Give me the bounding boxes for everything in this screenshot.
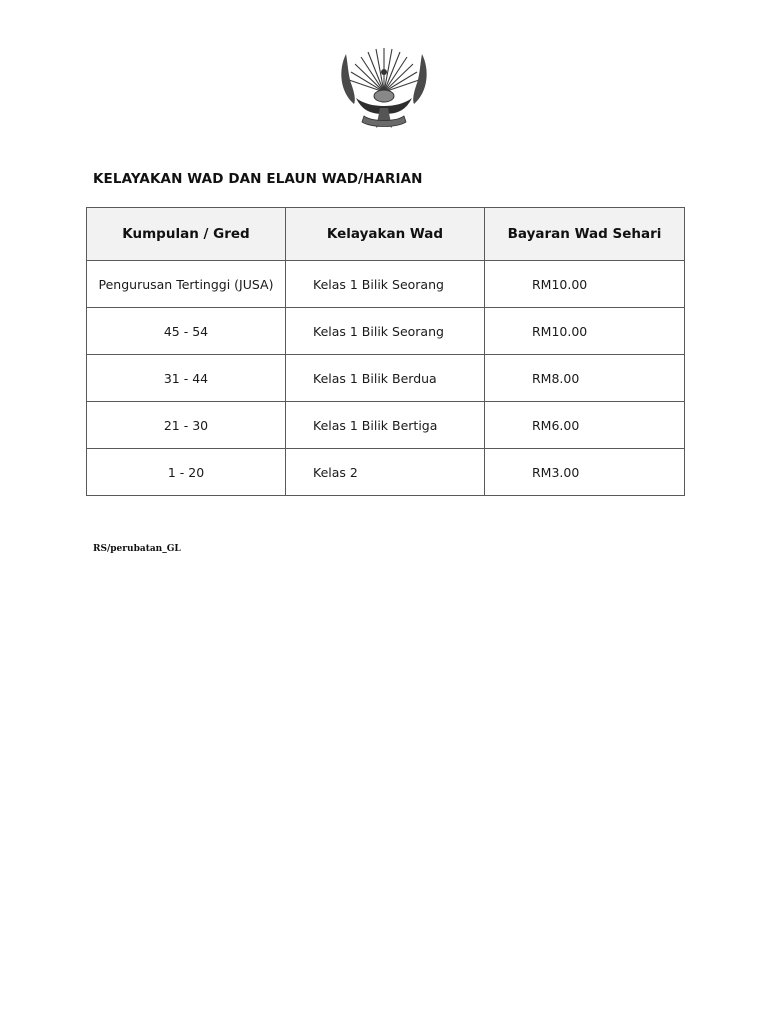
table-row	[87, 449, 685, 496]
royal-crest-emblem-icon	[336, 42, 432, 134]
column-header-ward-entitlement: Kelayakan Wad	[286, 208, 485, 261]
cell-group-grade: 1 - 20	[87, 449, 286, 496]
cell-ward-entitlement: Kelas 1 Bilik Bertiga	[286, 402, 485, 449]
cell-daily-payment: RM6.00	[485, 402, 685, 449]
table-row	[87, 355, 685, 402]
column-header-daily-ward-payment: Bayaran Wad Sehari	[485, 208, 685, 261]
ward-eligibility-table	[86, 207, 685, 496]
cell-daily-payment: RM10.00	[485, 308, 685, 355]
document-title: KELAYAKAN WAD DAN ELAUN WAD/HARIAN	[93, 171, 423, 187]
cell-ward-entitlement: Kelas 1 Bilik Berdua	[286, 355, 485, 402]
footer-reference: RS/perubatan_GL	[93, 544, 181, 554]
cell-daily-payment: RM10.00	[485, 261, 685, 308]
cell-ward-entitlement: Kelas 1 Bilik Seorang	[286, 308, 485, 355]
cell-daily-payment: RM3.00	[485, 449, 685, 496]
cell-ward-entitlement: Kelas 1 Bilik Seorang	[286, 261, 485, 308]
cell-daily-payment: RM8.00	[485, 355, 685, 402]
column-header-group-grade: Kumpulan / Gred	[87, 208, 286, 261]
table-row	[87, 308, 685, 355]
cell-group-grade: Pengurusan Tertinggi (JUSA)	[87, 261, 286, 308]
table-row	[87, 261, 685, 308]
table-header-row	[87, 208, 685, 261]
cell-group-grade: 45 - 54	[87, 308, 286, 355]
cell-ward-entitlement: Kelas 2	[286, 449, 485, 496]
table-row	[87, 402, 685, 449]
cell-group-grade: 21 - 30	[87, 402, 286, 449]
cell-group-grade: 31 - 44	[87, 355, 286, 402]
